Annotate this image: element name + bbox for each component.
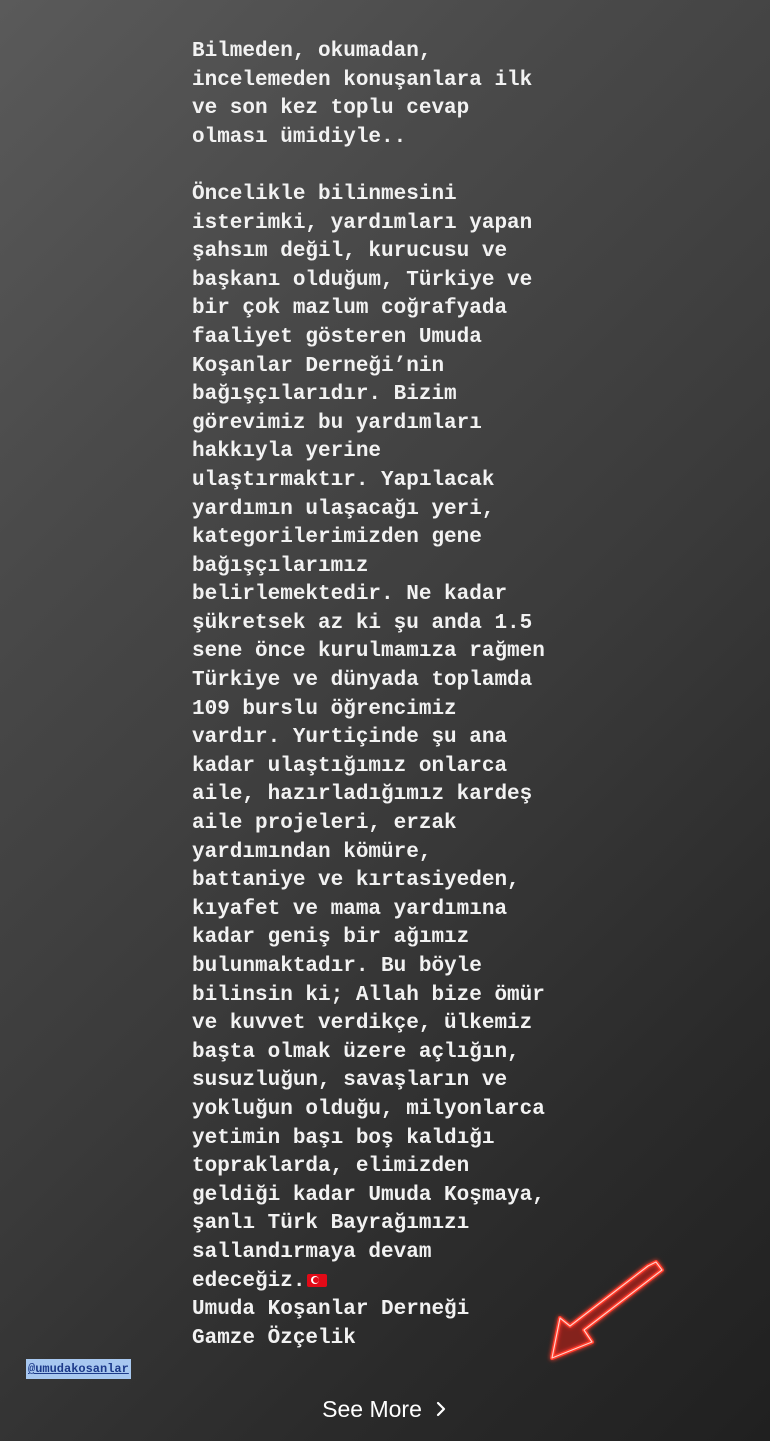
chevron-right-icon <box>434 1400 448 1418</box>
see-more-button[interactable] <box>0 1392 770 1426</box>
signature-organization: Umuda Koşanlar Derneği <box>192 1298 470 1322</box>
story-body: Bilmeden, okumadan, incelemeden konuşanlara ilk ve son kez toplu cevap olması ümidiyle.. Öncelikle bilinmesini isterimki, yardımları yapan şahsım değil, kurucusu ve başkanı olduğum, Türkiye ve bir çok mazlum coğrafyada faaliyet gösteren Umuda Koşanlar Derneği’nin bağışçılarıdır. Bizim görevimiz bu yardımları hakkıyla yerine ulaştırmaktır. Yapılacak yardımın ulaşacağı yeri, kategorilerimizden gene bağışçılarımız belirlemektedir. Ne kadar şükretsek az ki şu anda 1.5 sene önce kurulmamıza rağmen Türkiye ve dünyada toplamda 109 burslu öğrencimiz vardır. Yurtiçinde şu ana kadar ulaştığımız onlarca aile, hazırladığımız kardeş aile projeleri, erzak yardımından kömüre, battaniye ve kırtasiyeden, kıyafet ve mama yardımına kadar geniş bir ağımız bulunmaktadır. Bu böyle bilinsin ki; Allah bize ömür ve kuvvet verdikçe, ülkemiz başta olmak üzere açlığın, susuzluğun, savaşların ve yokluğun olduğu, milyonlarca yetimin başı boş kaldığı topraklarda, elimizden geldiği kadar Umuda Koşmaya, şanlı Türk Bayrağımızı sallandırmaya devam edeceğiz. <box>192 40 545 1293</box>
signature-name: Gamze Özçelik <box>192 1326 356 1350</box>
story-text <box>192 38 632 1353</box>
turkish-flag-icon <box>307 1274 327 1287</box>
see-more-label: See More <box>322 1395 422 1422</box>
mention-tag[interactable]: @umudakosanlar <box>26 1359 131 1379</box>
red-arrow-icon <box>538 1248 668 1366</box>
